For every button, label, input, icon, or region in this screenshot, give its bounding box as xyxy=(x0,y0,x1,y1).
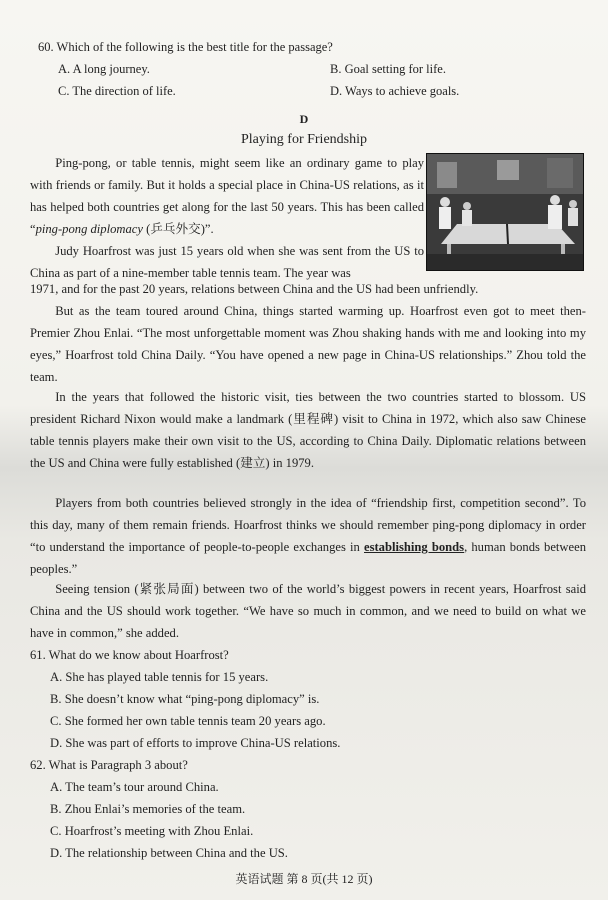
section-letter: D xyxy=(299,112,309,126)
paragraph-1-text-a: Ping-pong, or table tennis, might seem like an ordinary game to play with friends or family. But it holds a special place in China-US relations, as it has helped both countries get along for the last 50 years. This has been called “ xyxy=(30,156,424,236)
q60-option-b: B. Goal setting for life. xyxy=(330,62,446,76)
q60-option-c: C. The direction of life. xyxy=(58,84,176,98)
ping-pong-photo-icon xyxy=(427,154,583,270)
paragraph-2: Judy Hoarfrost was just 15 years old when she was sent from the US to China as part of a nine-member table tennis team. The year was xyxy=(30,244,424,280)
q62-option-d: D. The relationship between China and the US. xyxy=(50,846,288,860)
q62-option-b: B. Zhou Enlai’s memories of the team. xyxy=(50,802,246,816)
paragraph-1 xyxy=(30,152,424,240)
q61-option-a: A. She has played table tennis for 15 years. xyxy=(50,670,269,684)
paragraph-5-text-a: Players from both countries believed strongly in the idea of “friendship first, competition second”. To this day, many of them remain friends. Hoarfrost thinks we should remember ping-pong diplomacy in order “to understand the importance of people-to-people exchanges in xyxy=(30,496,586,554)
q61-option-c: C. She formed her own table tennis team 20 years ago. xyxy=(50,714,326,728)
paragraph-6: Seeing tension (紧张局面) between two of the world’s biggest powers in recent years, Hoarfrost said China and the US should work together. “We have so much in common, and we need to build on what we have in common,” she added. xyxy=(30,582,586,640)
paragraph-5-text-b: , human bonds between peoples.” xyxy=(30,540,587,576)
q62-option-a: A. The team’s tour around China. xyxy=(50,780,219,794)
paragraph-1-text-b: (乒乓外交)”. xyxy=(142,222,214,236)
q60-stem: 60. Which of the following is the best title for the passage? xyxy=(38,40,333,54)
q62-option-c: C. Hoarfrost’s meeting with Zhou Enlai. xyxy=(50,824,254,838)
q61-option-b: B. She doesn’t know what “ping-pong diplomacy” is. xyxy=(50,692,320,706)
paragraph-1-italic: ping-pong diplomacy xyxy=(35,222,143,236)
q62-stem: 62. What is Paragraph 3 about? xyxy=(30,758,188,772)
page-footer: 英语试题 第 8 页(共 12 页) xyxy=(235,872,373,886)
q61-option-d: D. She was part of efforts to improve China-US relations. xyxy=(50,736,341,750)
paragraph-5 xyxy=(30,492,586,580)
paragraph-2-continued: 1971, and for the past 20 years, relations between China and the US had been unfriendly. xyxy=(30,282,479,296)
q60-option-a: A. A long journey. xyxy=(58,62,150,76)
q60-option-d: D. Ways to achieve goals. xyxy=(330,84,460,98)
passage-title: Playing for Friendship xyxy=(241,132,367,147)
paragraph-3: But as the team toured around China, things started warming up. Hoarfrost even got to meet then-Premier Zhou Enlai. “The most unforgettable moment was Zhou shaking hands with me and looking into my eyes,” Hoarfrost told China Daily. “You have opened a new page in China-US relationships.” Zhou told the team. xyxy=(30,304,586,384)
paragraph-4: In the years that followed the historic visit, ties between the two countries started to blossom. US president Richard Nixon would make a landmark (里程碑) visit to China in 1972, which also saw Chinese table tennis players make their own visit to the US, according to China Daily. Diplomatic relations between the US and China were fully established (建立) in 1979. xyxy=(30,390,586,470)
paragraph-5-underlined: establishing bonds xyxy=(364,540,465,554)
q61-stem: 61. What do we know about Hoarfrost? xyxy=(30,648,229,662)
ping-pong-photo xyxy=(426,153,584,271)
